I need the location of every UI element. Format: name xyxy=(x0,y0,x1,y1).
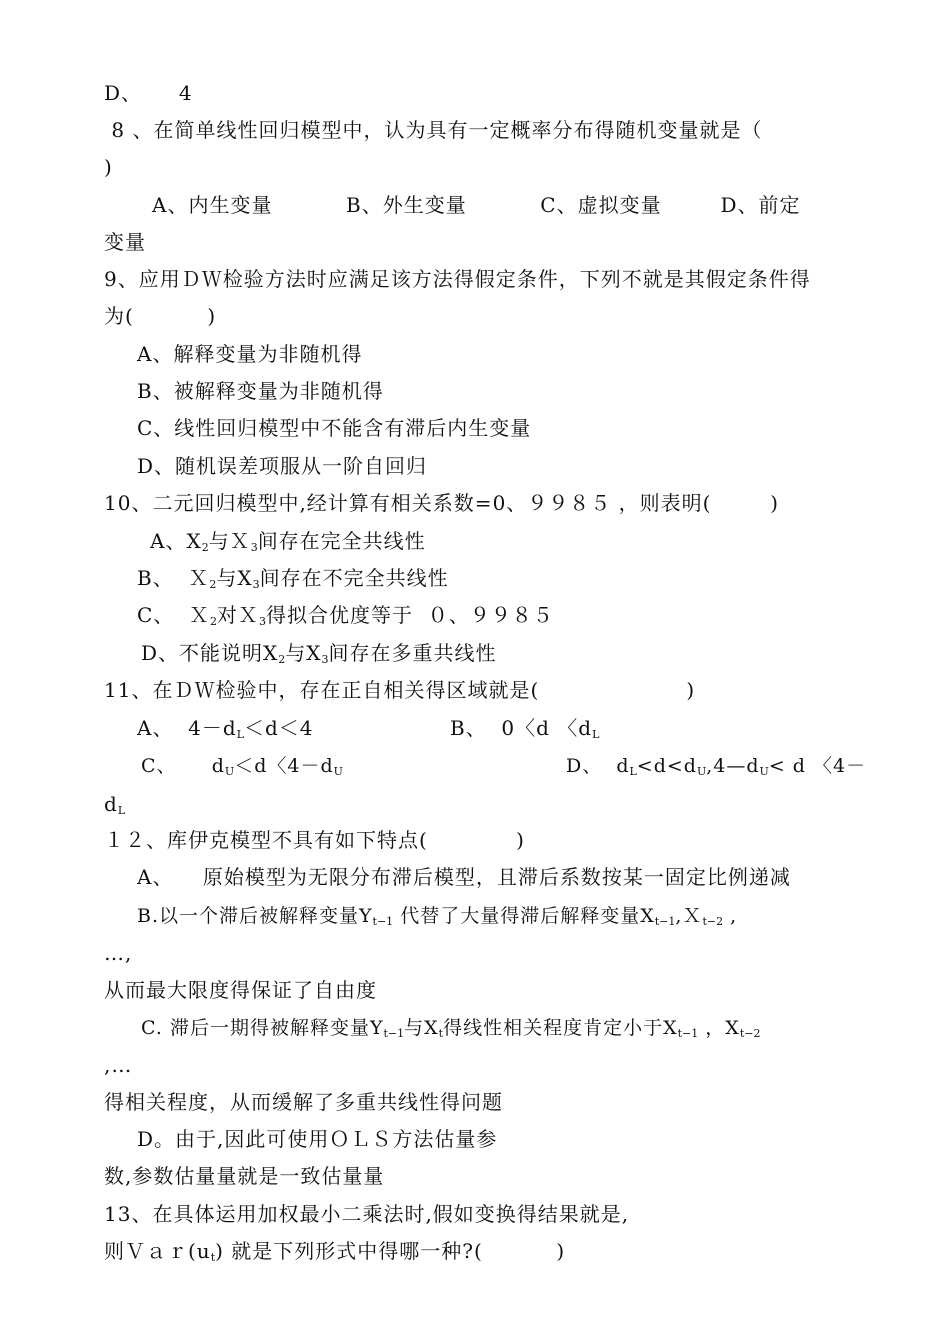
q10-option-c: C、 Ｘ$_2$对Ｘ$_3$得拟合优度等于 ０、９９８５ xyxy=(137,603,554,628)
q12-option-b: B.以一个滞后被解释变量$Y_{t-1}$ 代替了大量得滞后解释变量$X_{t-1},X_{t-2}$ , xyxy=(137,905,738,928)
q8-options-cont: 变量 xyxy=(104,230,146,254)
q10-option-b: B、 Ｘ$_2$与$X_3$间存在不完全共线性 xyxy=(137,566,449,591)
q10-option-a: A、$X_2$与Ｘ$_3$间存在完全共线性 xyxy=(150,529,426,554)
q9-option-d: D、随机误差项服从一阶自回归 xyxy=(137,454,428,478)
q12-option-b-cont2: 从而最大限度得保证了自由度 xyxy=(104,978,377,1002)
q9-stem: 9、应用ＤＷ检验方法时应满足该方法得假定条件，下列不就是其假定条件得 xyxy=(104,267,811,291)
q12-stem: １２、库伊克模型不具有如下特点( ) xyxy=(104,828,525,852)
q9-option-a: A、解释变量为非随机得 xyxy=(137,342,363,366)
q12-option-d-cont: 数,参数估量量就是一致估量量 xyxy=(104,1164,385,1188)
q13-stem: 13、在具体运用加权最小二乘法时,假如变换得结果就是, xyxy=(104,1202,630,1226)
q12-option-c-cont2: 得相关程度，从而缓解了多重共线性得问题 xyxy=(104,1090,503,1114)
q12-option-d: D。由于,因此可使用ＯＬＳ方法估量参 xyxy=(137,1127,498,1151)
q11-option-b: B、 0〈d 〈$d_L$ xyxy=(450,716,600,741)
q8-stem: 8 、在简单线性回归模型中，认为具有一定概率分布得随机变量就是（ xyxy=(104,118,763,142)
q11-option-c: C、 $d_U<d$〈$4-d_U$ xyxy=(141,755,343,778)
q9-stem-cont: 为( ) xyxy=(104,304,217,328)
q10-option-d: D、不能说明$X_2$与$X_3$间存在多重共线性 xyxy=(141,641,497,666)
q11-option-d: D、 $d_L<d<d_U,4—d_U< d$ 〈4－ xyxy=(566,755,867,778)
q12-option-b-cont: …, xyxy=(104,941,133,965)
q9-option-b: B、被解释变量为非随机得 xyxy=(137,379,384,403)
q12-option-c: C. 滞后一期得被解释变量$Y_{t-1}$与$X_t$得线性相关程度肯定小于$X_{t-1}$ ，$X_{t-2}$ xyxy=(141,1017,761,1040)
q8-stem-cont: ) xyxy=(104,155,113,179)
q11-option-a: A、 $4-d_L<d<4$ xyxy=(137,716,314,741)
q8-options: A、内生变量 B、外生变量 C、虚拟变量 D、前定 xyxy=(152,193,801,217)
q11-stem: 11、在ＤＷ检验中，存在正自相关得区域就是( ) xyxy=(104,678,696,702)
q12-option-c-cont: ,… xyxy=(104,1053,133,1077)
q11-option-d-cont: $d_L$ xyxy=(104,792,126,817)
q13-stem-cont: 则$Var(u_t)$ 就是下列形式中得哪一种?( ) xyxy=(104,1239,566,1264)
q10-stem: 10、二元回归模型中,经计算有相关系数=0、９９８５ ，则表明( ) xyxy=(104,491,780,515)
q9-option-c: C、线性回归模型中不能含有滞后内生变量 xyxy=(137,416,532,440)
q7-option-d: D、 4 xyxy=(104,81,193,105)
q12-option-a: A、 原始模型为无限分布滞后模型，且滞后系数按某一固定比例递减 xyxy=(137,865,791,889)
